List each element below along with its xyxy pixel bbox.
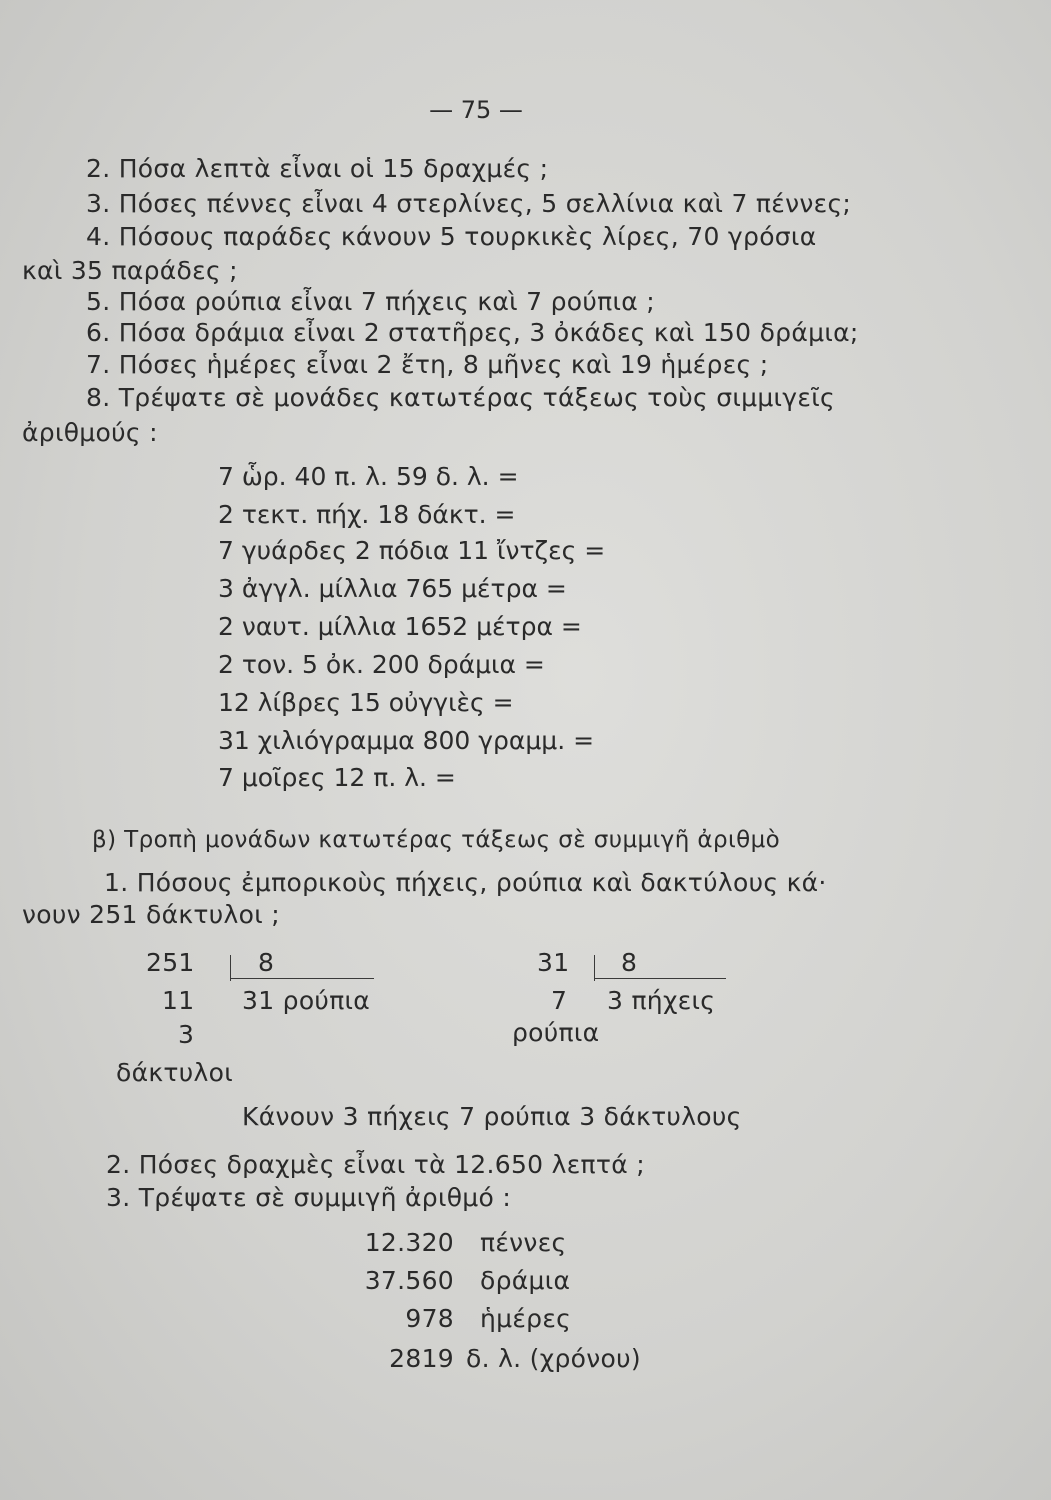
exercise-4-cont: καὶ 35 παράδες ; [22, 256, 238, 285]
page-number: — 75 — [429, 96, 523, 124]
exercise-4: 4. Πόσους παράδες κάνουν 5 τουρκικὲς λίρες, 70 γρόσια [86, 222, 817, 251]
exercise-b1-cont: νουν 251 δάκτυλοι ; [22, 900, 280, 929]
mixed-value: 12.320 [364, 1228, 454, 1257]
division1-step: 11 [162, 986, 195, 1015]
exercise-8: 8. Τρέψατε σὲ μονάδες κατωτέρας τάξεως τοὺς σιμμιγεῖς [86, 383, 835, 412]
conversion-item: 2 ναυτ. μίλλια 1652 μέτρα = [218, 612, 582, 641]
division1-remainder: 3 [178, 1020, 195, 1049]
exercise-5: 5. Πόσα ρούπια εἶναι 7 πήχεις καὶ 7 ρούπια ; [86, 287, 655, 316]
division2-line [594, 978, 726, 979]
conversion-item: 3 ἀγγλ. μίλλια 765 μέτρα = [218, 574, 567, 603]
conversion-item: 2 τον. 5 ὀκ. 200 δράμια = [218, 650, 545, 679]
conversion-item: 12 λίβρες 15 οὐγγιὲς = [218, 688, 514, 717]
mixed-unit: δράμια [480, 1266, 571, 1295]
conversion-item: 2 τεκτ. πήχ. 18 δάκτ. = [218, 500, 516, 529]
exercise-b2: 2. Πόσες δραχμὲς εἶναι τὰ 12.650 λεπτά ; [106, 1150, 645, 1179]
division1-dividend: 251 [146, 948, 195, 977]
exercise-3: 3. Πόσες πέννες εἶναι 4 στερλίνες, 5 σελλίνια καὶ 7 πέννες; [86, 189, 852, 218]
result-line: Κάνουν 3 πήχεις 7 ρούπια 3 δάκτυλους [242, 1102, 742, 1131]
exercise-7: 7. Πόσες ἡμέρες εἶναι 2 ἔτη, 8 μῆνες καὶ 19 ἡμέρες ; [86, 350, 769, 379]
division2-remainder-unit: ρούπια [512, 1018, 600, 1047]
division2-dividend: 31 [537, 948, 570, 977]
conversion-item: 31 χιλιόγραμμα 800 γραμμ. = [218, 726, 595, 755]
exercise-b1: 1. Πόσους ἐμπορικοὺς πήχεις, ρούπια καὶ δακτύλους κά· [104, 868, 827, 897]
division2-quotient: 3 πήχεις [607, 986, 716, 1015]
conversion-item: 7 ὧρ. 40 π. λ. 59 δ. λ. = [218, 462, 519, 491]
exercise-2: 2. Πόσα λεπτὰ εἶναι οἱ 15 δραχμές ; [86, 154, 549, 183]
division1-divisor: 8 [258, 948, 275, 977]
mixed-value: 37.560 [364, 1266, 454, 1295]
division1-remainder-unit: δάκτυλοι [116, 1058, 233, 1087]
mixed-unit: δ. λ. (χρόνου) [466, 1344, 641, 1373]
mixed-unit: πέννες [480, 1228, 567, 1257]
exercise-6: 6. Πόσα δράμια εἶναι 2 στατῆρες, 3 ὀκάδες καὶ 150 δράμια; [86, 318, 859, 347]
mixed-value: 2819 [389, 1344, 454, 1373]
division1-line [230, 978, 374, 979]
conversion-item: 7 γυάρδες 2 πόδια 11 ἴντζες = [218, 536, 606, 565]
exercise-b3: 3. Τρέψατε σὲ συμμιγῆ ἀριθμό : [106, 1183, 512, 1212]
section-b-heading: β) Τροπὴ μονάδων κατωτέρας τάξεως σὲ συμμιγῆ ἀριθμὸ [92, 827, 781, 853]
conversion-item: 7 μοῖρες 12 π. λ. = [218, 763, 456, 792]
division2-divisor: 8 [621, 948, 638, 977]
exercise-8-cont: ἀριθμούς : [22, 418, 158, 447]
mixed-value: 978 [405, 1304, 454, 1333]
division2-step: 7 [551, 986, 568, 1015]
mixed-unit: ἡμέρες [480, 1304, 572, 1333]
division1-quotient: 31 ρούπια [242, 986, 371, 1015]
